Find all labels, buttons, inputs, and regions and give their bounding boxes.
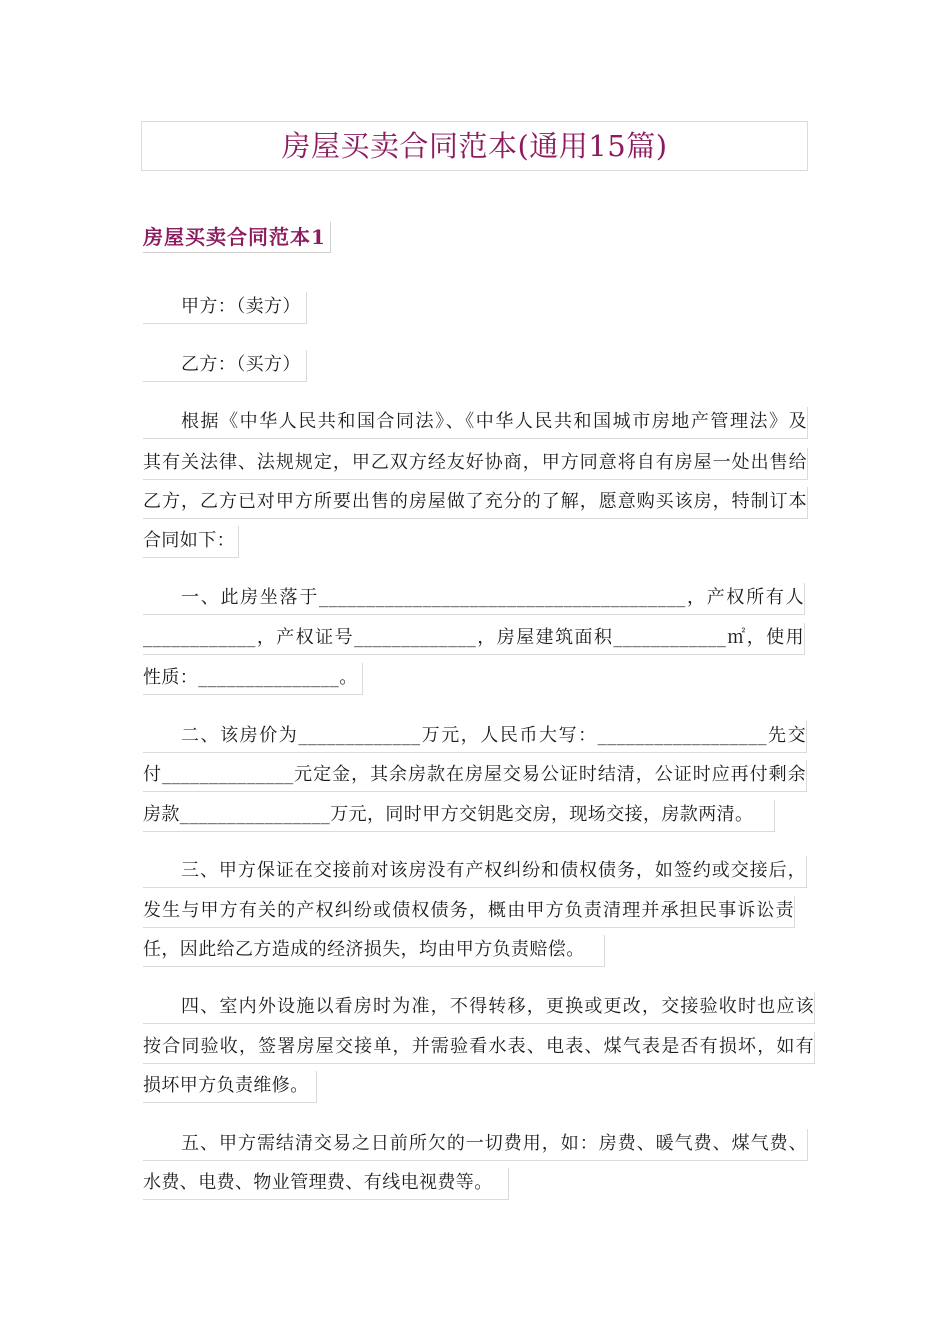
clause-4-line: 按合同验收，签署房屋交接单，并需验看水表、电表、煤气表是否有损坏，如有 <box>143 1032 815 1064</box>
section-heading: 房屋买卖合同范本1 <box>143 222 331 253</box>
document-title: 房屋买卖合同范本(通用15篇) <box>281 129 668 163</box>
clause-5-line: 水费、电费、物业管理费、有线电视费等。 <box>143 1168 509 1200</box>
paragraph-line: 合同如下： <box>143 526 239 558</box>
paragraph-line: 其有关法律、法规规定，甲乙双方经友好协商，甲方同意将自有房屋一处出售给 <box>143 448 808 480</box>
clause-3-line: 三、甲方保证在交接前对该房没有产权纠纷和债权债务，如签约或交接后， <box>143 856 807 888</box>
clause-2-line: 二、该房价为_____________万元，人民币大写：__________________先交 <box>143 721 807 753</box>
clause-3-line: 任，因此给乙方造成的经济损失，均由甲方负责赔偿。 <box>143 935 605 967</box>
clause-4-line: 损坏甲方负责维修。 <box>143 1071 317 1103</box>
paragraph-line: 根据《中华人民共和国合同法》、《中华人民共和国城市房地产管理法》及 <box>143 407 808 439</box>
clause-1-line: 性质：_______________。 <box>143 663 363 695</box>
clause-1-line: ____________，产权证号_____________，房屋建筑面积____________㎡，使用 <box>143 623 805 655</box>
clause-4-line: 四、室内外设施以看房时为准，不得转移，更换或更改，交接验收时也应该 <box>143 992 815 1024</box>
clause-1-line: 一、此房坐落于_______________________________________，产权所有人 <box>143 583 805 615</box>
clause-5-line: 五、甲方需结清交易之日前所欠的一切费用，如：房费、暖气费、煤气费、 <box>143 1129 808 1161</box>
party-a-line: 甲方：（卖方） <box>143 292 307 324</box>
title-box <box>141 121 808 171</box>
clause-3-line: 发生与甲方有关的产权纠纷或债权债务，概由甲方负责清理并承担民事诉讼责 <box>143 896 795 928</box>
clause-2-line: 房款________________万元，同时甲方交钥匙交房，现场交接，房款两清。 <box>143 800 775 832</box>
paragraph-line: 乙方，乙方已对甲方所要出售的房屋做了充分的了解，愿意购买该房，特制订本 <box>143 487 808 519</box>
party-b-line: 乙方：（买方） <box>143 350 307 382</box>
clause-2-line: 付______________元定金，其余房款在房屋交易公证时结清，公证时应再付剩余 <box>143 760 807 792</box>
